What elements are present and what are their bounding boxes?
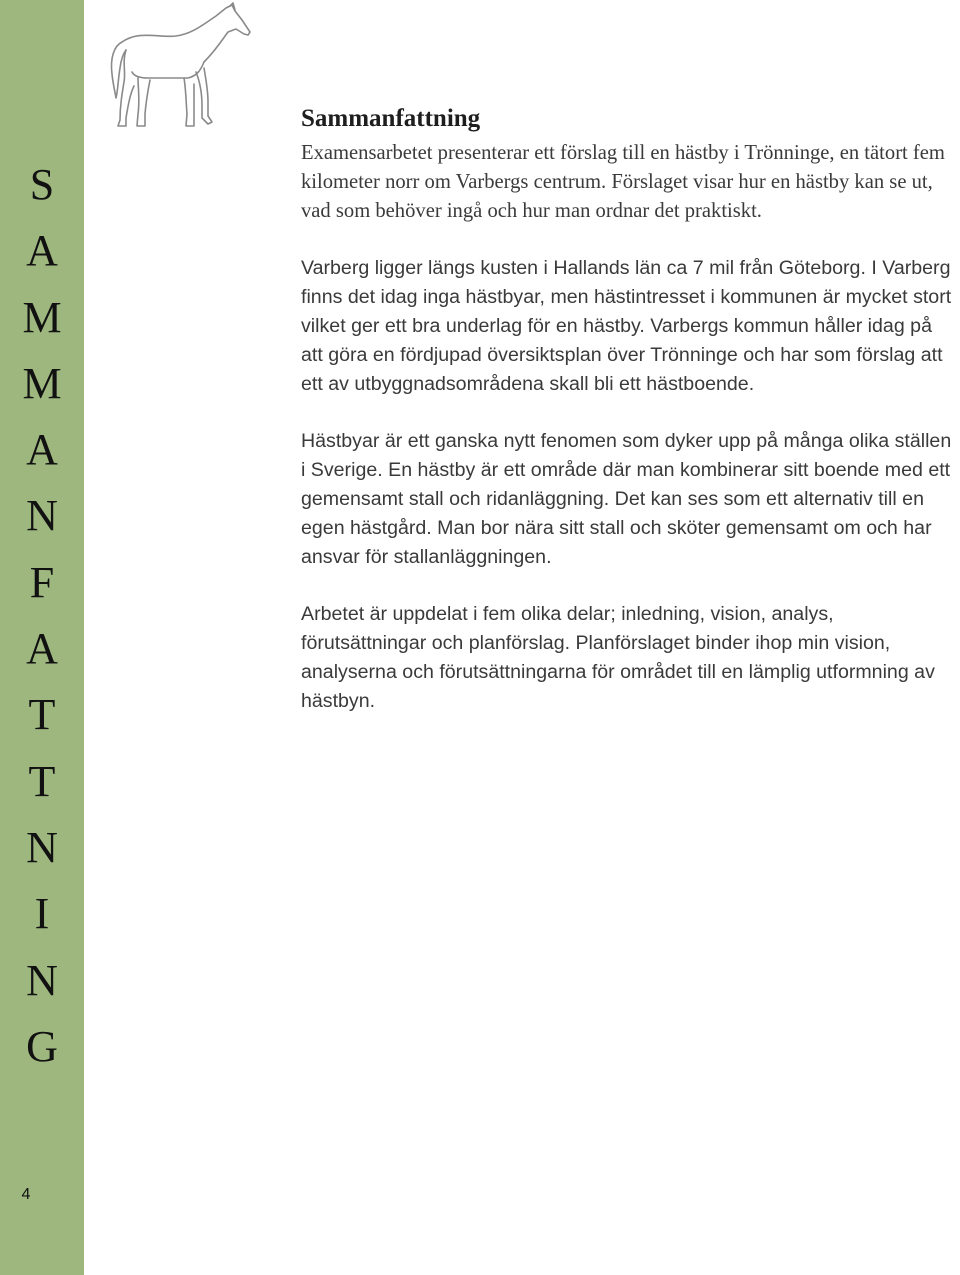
paragraph: Varberg ligger längs kusten i Hallands län ca 7 mil från Göteborg. I Varberg finns det idag inga hästbyar, men hästintresset i kommunen är mycket stort vilket ger ett bra underlag för en hästby. Varbergs kommun håller idag på att göra en fördjupad översiktsplan över Trönninge och har som förslag att ett av utbyggnadsområdena skall bli ett hästboende. (301, 257, 952, 395)
vertical-title-letter: A (26, 624, 58, 674)
vertical-title-letter: S (29, 160, 55, 209)
paragraph: Examensarbetet presenterar ett förslag till en hästby i Trönninge, en tätort fem kilometer norr om Varbergs centrum. Förslaget visar hur en hästby kan se ut, vad som behöver ingå och hur man ordnar det praktiskt. (301, 142, 945, 222)
vertical-title-letter: A (26, 226, 58, 276)
vertical-title-letter: I (34, 889, 50, 939)
paragraph: Arbetet är uppdelat i fem olika delar; inledning, vision, analys, förutsättningar och planförslag. Planförslaget binder ihop min vision, analyserna och förutsättningarna för området till en lämplig utformning av hästbyn. (301, 603, 935, 712)
page-number: 4 (21, 1186, 31, 1203)
vertical-title-letter: N (26, 955, 58, 1005)
vertical-title-letter: G (26, 1021, 58, 1071)
vertical-title-letter: F (29, 557, 55, 607)
vertical-title-letter: T (28, 690, 56, 740)
main-content (301, 103, 957, 744)
vertical-title-letter: N (26, 491, 58, 541)
horse-icon (104, 2, 256, 134)
vertical-title (0, 152, 84, 1080)
page-title: Sammanfattning (301, 105, 481, 132)
sidebar (0, 0, 84, 1275)
vertical-title-letter: N (26, 822, 58, 872)
vertical-title-letter: T (28, 756, 56, 806)
vertical-title-letter: M (22, 292, 62, 342)
vertical-title-letter: M (22, 358, 62, 408)
vertical-title-letter: A (26, 425, 58, 475)
paragraph: Hästbyar är ett ganska nytt fenomen som dyker upp på många olika ställen i Sverige. En hästby är ett område där man kombinerar sitt boende med ett gemensamt stall och ridanläggning. Det kan ses som ett alternativ till en egen hästgård. Man bor nära sitt stall och sköter gemensamt om och har ansvar för stallanläggningen. (301, 430, 952, 568)
